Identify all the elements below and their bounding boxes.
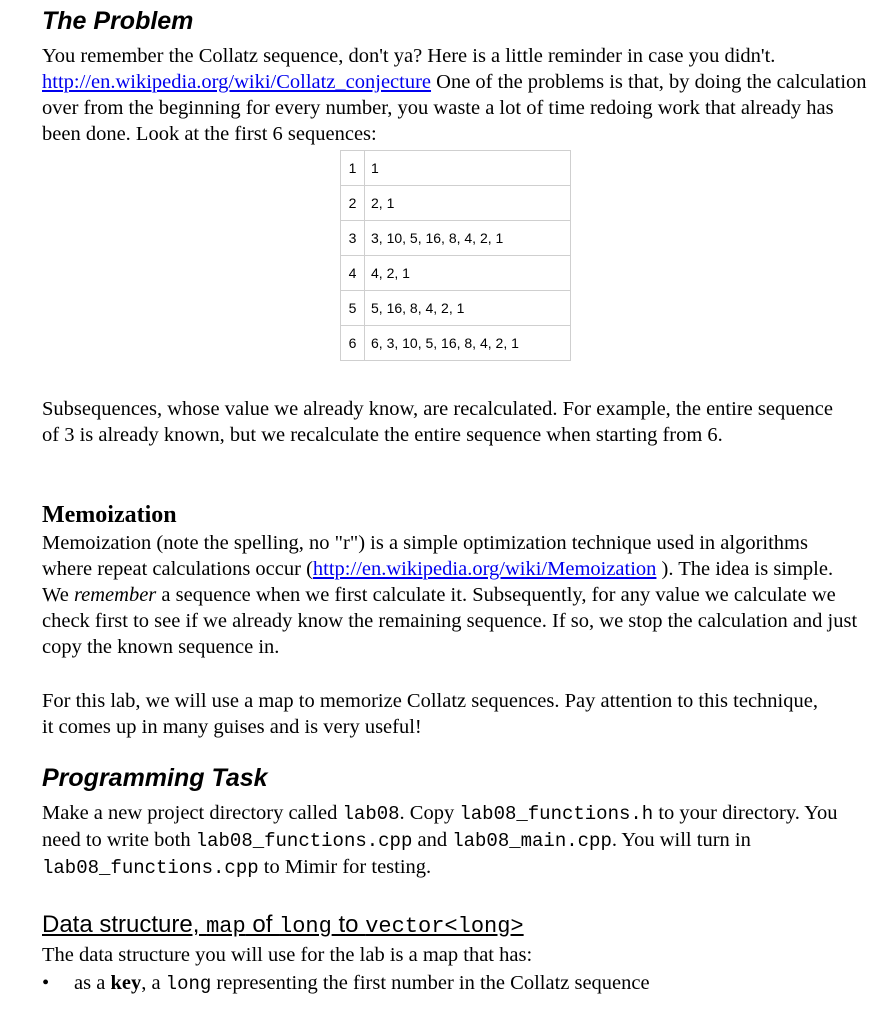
memoization-text-mid: ). The idea is simple. We [42,558,834,606]
bullet-text-1: as a [74,972,111,994]
table-row [341,256,571,291]
data-structure-heading [42,911,524,941]
sequence-start-cell: 6 [341,326,365,361]
task-code-main: lab08_main.cpp [452,830,612,852]
bullet-code-long: long [165,973,212,995]
table-row [341,186,571,221]
programming-task-heading: Programming Task [42,764,268,792]
sequence-values-cell: 4, 2, 1 [365,256,571,291]
ds-heading-text-1: Data structure, [42,911,207,938]
ds-heading-code-vector: vector<long> [365,914,524,939]
task-text-5: . You will turn in [611,829,751,851]
bullet-icon: • [42,972,50,994]
memoization-emphasis: remember [73,584,157,606]
table-row [341,151,571,186]
collatz-wiki-link[interactable]: http://en.wikipedia.org/wiki/Collatz_conjecture [42,71,432,93]
memoization-heading: Memoization [42,502,177,528]
memoization-wiki-link[interactable]: http://en.wikipedia.org/wiki/Memoization [312,558,657,580]
bullet-text-2: , a [141,972,166,994]
programming-task-paragraph [42,800,872,881]
table-row [341,291,571,326]
task-text-3: to your directory. You need to write both [42,802,838,851]
task-code-header: lab08_functions.h [459,803,654,825]
sequence-start-cell: 3 [341,221,365,256]
data-structure-paragraph: The data structure you will use for the lab is a map that has: [42,944,533,966]
ds-heading-text-2: of [245,911,280,938]
problem-intro-paragraph [42,43,872,147]
sequence-start-cell: 5 [341,291,365,326]
problem-heading: The Problem [42,7,194,35]
memoization-text-rest: a sequence when we first calculate it. Subsequently, for any value we calculate we check first to see if we already know the remaining sequence. If so, we stop the calculation and just copy the known sequence in. [42,584,858,658]
sequence-values-cell: 6, 3, 10, 5, 16, 8, 4, 2, 1 [365,326,571,361]
task-code-dir: lab08 [342,803,400,825]
problem-intro-text: You remember the Collatz sequence, don't ya? Here is a little reminder in case you didn't. [42,45,776,67]
task-code-submit: lab08_functions.cpp [42,857,259,879]
sequence-values-cell: 1 [365,151,571,186]
task-text-6: to Mimir for testing. [258,856,432,878]
task-text-1: Make a new project directory called [42,802,343,824]
ds-heading-code-long: long [279,914,332,939]
task-text-2: . Copy [399,802,460,824]
memoization-text-start: Memoization (note the spelling, no "r") is a simple optimization technique used in algorithms where repeat calculations occur ( [42,532,808,580]
ds-heading-code-map: map [206,914,246,939]
bullet-text-3: representing the first number in the Collatz sequence [211,972,650,994]
ds-heading-text-3: to [331,911,366,938]
collatz-sequence-table [340,150,571,361]
table-row [341,221,571,256]
list-item [0,970,860,997]
subsequences-paragraph: Subsequences, whose value we already know, are recalculated. For example, the entire sequence of 3 is already known, but we recalculate the entire sequence when starting from 6. [42,398,834,446]
sequence-start-cell: 1 [341,151,365,186]
task-text-4: and [412,829,453,851]
sequence-values-cell: 5, 16, 8, 4, 2, 1 [365,291,571,326]
sequence-values-cell: 3, 10, 5, 16, 8, 4, 2, 1 [365,221,571,256]
memoization-paragraph [42,530,860,660]
sequence-start-cell: 2 [341,186,365,221]
table-row [341,326,571,361]
sequence-values-cell: 2, 1 [365,186,571,221]
sequence-start-cell: 4 [341,256,365,291]
lab-map-paragraph: For this lab, we will use a map to memorize Collatz sequences. Pay attention to this technique, it comes up in many guises and is very useful! [42,690,818,738]
task-code-functions: lab08_functions.cpp [195,830,413,852]
bullet-bold-key: key [110,972,142,994]
problem-intro-continued: One of the problems is that, by doing the calculation over from the beginning for every number, you waste a lot of time redoing work that already has been done. Look at the first 6 sequences: [42,71,867,145]
data-structure-list [0,970,860,997]
